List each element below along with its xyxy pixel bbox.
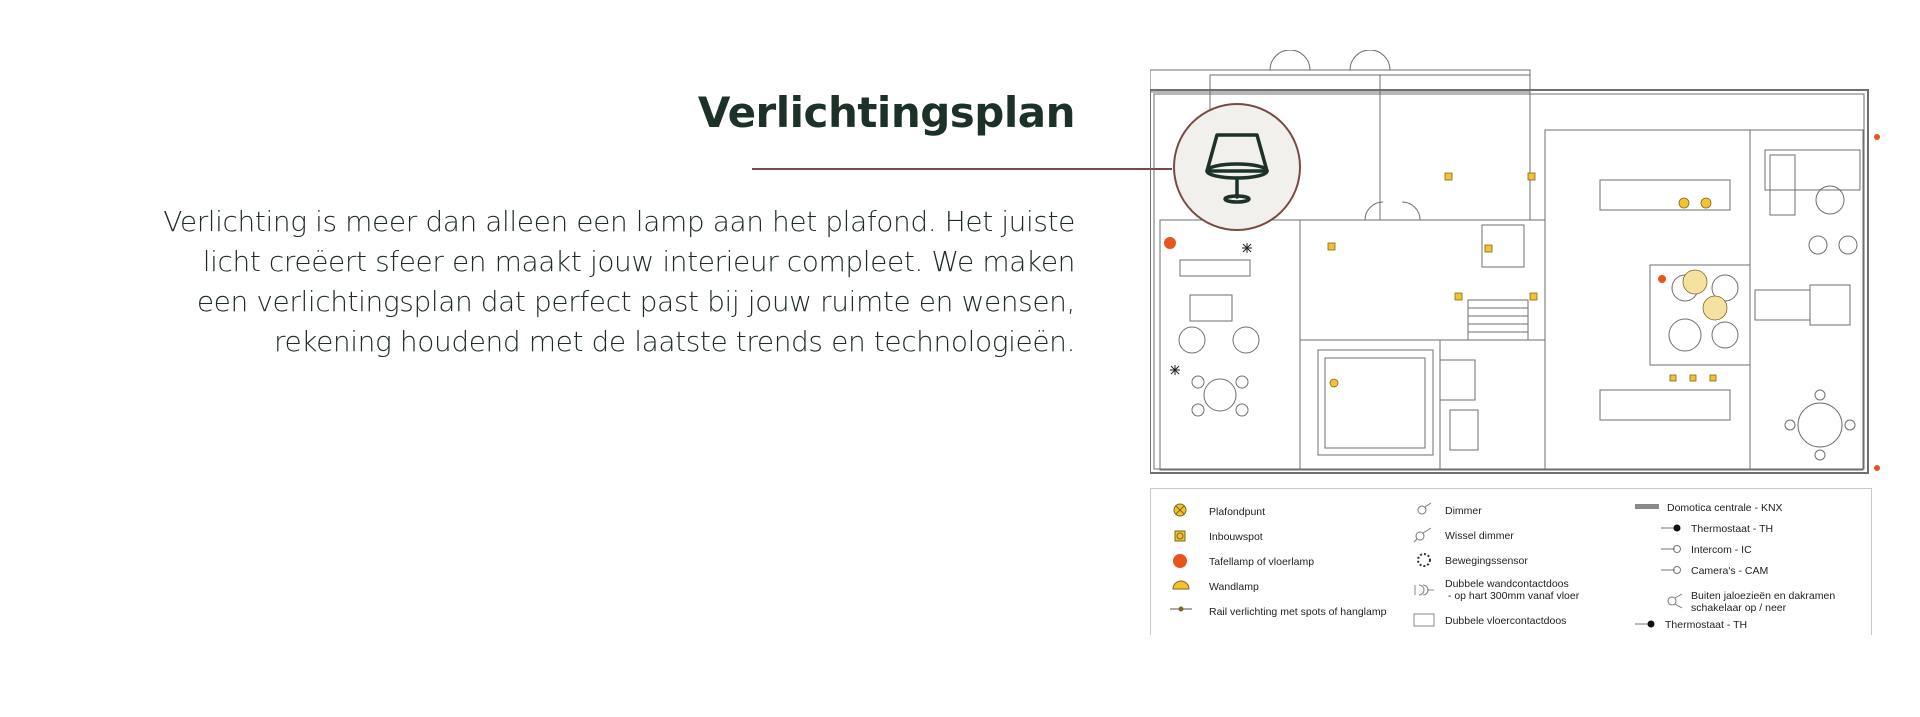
intro-line: Verlichting is meer dan alleen een lamp aan het plafond. Het juiste: [163, 205, 1075, 238]
legend-thermostaat-2: Thermostaat - TH: [1665, 619, 1748, 631]
legend-intercom: Intercom - IC: [1691, 544, 1752, 556]
thermostaat-icon: [1661, 523, 1683, 533]
table-lamp-icon: [1201, 127, 1273, 207]
legend-plafondpunt: Plafondpunt: [1209, 506, 1266, 518]
thermostaat-icon: [1635, 619, 1657, 629]
lamp-badge: [1173, 103, 1301, 231]
legend-domotica: Domotica centrale - KNX: [1667, 502, 1783, 514]
jaloezie-schakelaar-icon: [1665, 591, 1685, 609]
bewegingssensor-icon: [1415, 551, 1433, 569]
inbouwspot-icon: [1171, 527, 1189, 545]
rail-verlichting-icon: [1169, 603, 1193, 615]
legend-wandlamp: Wandlamp: [1209, 581, 1259, 593]
plafondpunt-icon: [1171, 501, 1189, 519]
legend-thermostaat: Thermostaat - TH: [1691, 523, 1774, 535]
intro-paragraph: [115, 202, 1075, 362]
wissel-dimmer-icon: [1413, 525, 1435, 543]
dimmer-icon: [1415, 501, 1435, 517]
legend-dimmer: Dimmer: [1445, 505, 1482, 517]
legend-bewegingssensor: Bewegingssensor: [1445, 555, 1528, 567]
title-divider: [752, 168, 1172, 170]
camera-icon: [1661, 565, 1683, 575]
legend-tafellamp: Tafellamp of vloerlamp: [1209, 556, 1315, 568]
legend-vloercontactdoos: Dubbele vloercontactdoos: [1445, 615, 1567, 627]
legend-rail-verlichting: Rail verlichting met spots of hanglamp: [1209, 606, 1387, 618]
legend-camera: Camera's - CAM: [1691, 565, 1769, 577]
intro-line: licht creëert sfeer en maakt jouw interieur compleet. We maken: [202, 245, 1075, 278]
intro-line: rekening houdend met de laatste trends en technologieën.: [273, 325, 1075, 358]
page-title: Verlichtingsplan: [697, 88, 1075, 137]
tafellamp-icon: [1171, 552, 1189, 570]
intercom-icon: [1661, 544, 1683, 554]
wandlamp-icon: [1171, 577, 1191, 591]
intro-line: een verlichtingsplan dat perfect past bij jouw ruimte en wensen,: [196, 285, 1075, 318]
legend-wandcontactdoos: Dubbele wandcontactdoos - op hart 300mm vanaf vloer: [1445, 578, 1580, 602]
legend-wissel-dimmer: Wissel dimmer: [1445, 530, 1514, 542]
vloercontactdoos-icon: [1413, 613, 1435, 627]
domotica-icon: [1635, 502, 1659, 512]
legend-jaloezieen: Buiten jaloezieën en dakramen schakelaar op / neer: [1691, 590, 1836, 614]
wandcontactdoos-icon: [1413, 583, 1435, 597]
legend-inbouwspot: Inbouwspot: [1209, 531, 1263, 543]
plan-legend: [1150, 488, 1872, 635]
